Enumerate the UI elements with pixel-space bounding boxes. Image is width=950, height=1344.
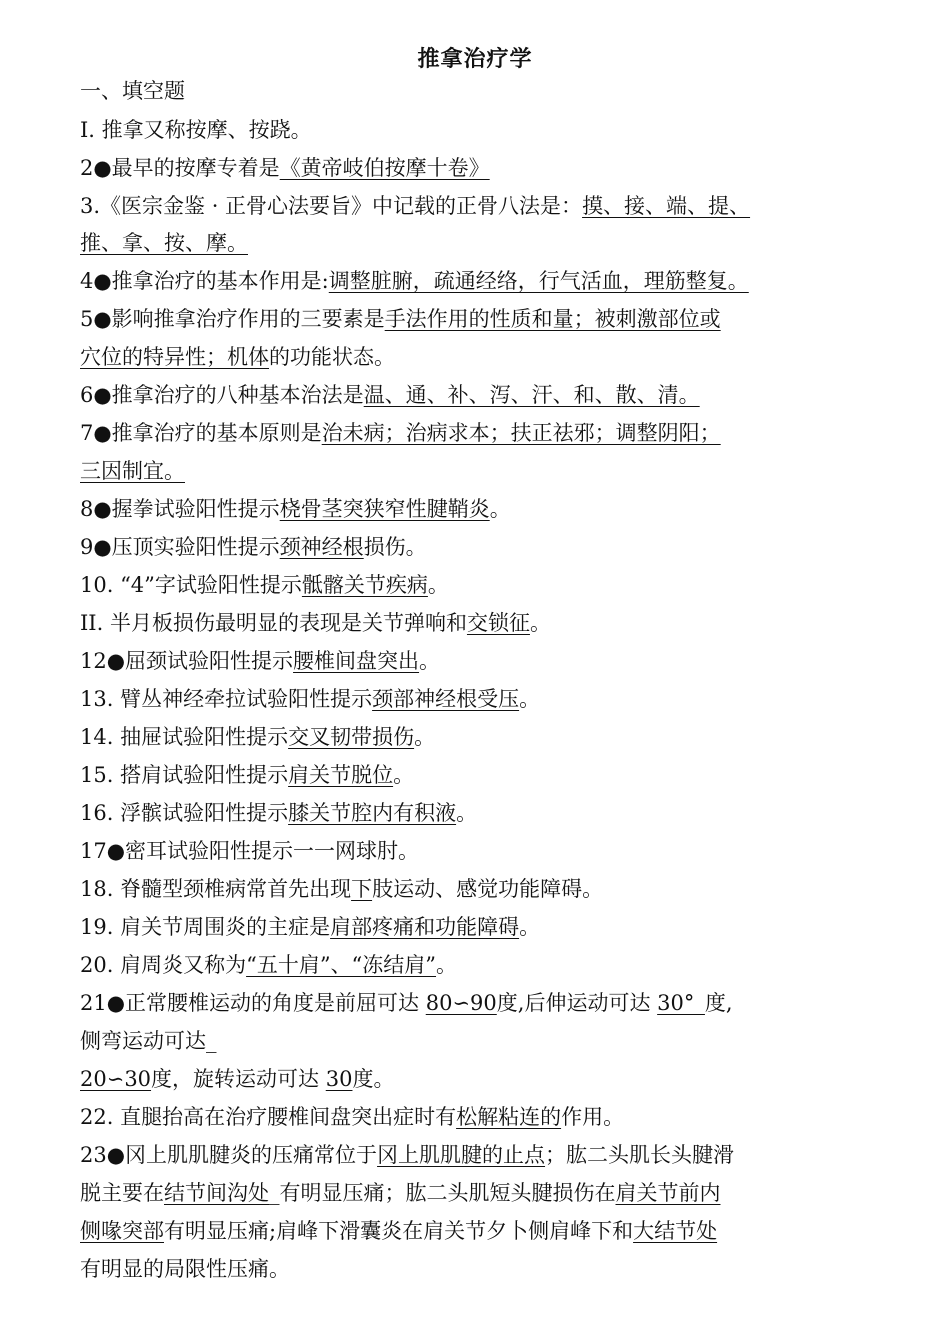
line-text: 度,后伸运动可达: [496, 991, 658, 1015]
answer-underlined: 大结节处: [633, 1219, 718, 1243]
answer-underlined: 30°_: [657, 991, 705, 1015]
line-text: 。: [519, 687, 541, 711]
answer-underlined: 30: [325, 1067, 353, 1091]
answer-underlined: 冈上肌肌腱的止点: [377, 1143, 546, 1167]
line-text: 。: [419, 649, 441, 673]
line-text: 度,: [704, 991, 733, 1015]
line-text: 17●密耳试验阳性提示一一网球肘。: [80, 839, 420, 863]
line-text: 8●握拳试验阳性提示: [80, 497, 280, 521]
answer-underlined: 桡骨茎突狭窄性腱鞘炎: [279, 497, 490, 521]
text-line: [80, 1258, 892, 1281]
page-title: 推拿治疗学: [417, 47, 533, 72]
line-text: 18. 脊髓型颈椎病常首先出现: [80, 877, 352, 901]
line-text: 有明显压痛;肩峰下滑囊炎在肩关节夕卜侧肩峰下和: [164, 1219, 634, 1243]
answer-underlined: 腰椎间盘突出: [293, 649, 420, 673]
answer-underlined: 80∽90: [425, 991, 497, 1015]
text-line: [80, 1220, 892, 1243]
line-text: 16. 浮髌试验阳性提示: [80, 801, 289, 825]
text-line: [80, 195, 892, 218]
answer-underlined: 推、拿、按、摩。: [80, 231, 248, 255]
answer-underlined: 20∽30: [80, 1067, 152, 1091]
answer-underlined: 颈神经根: [279, 535, 364, 559]
answer-underlined: 交锁征: [466, 611, 530, 635]
text-line: [80, 536, 892, 559]
line-text: 。: [427, 573, 449, 597]
line-text: 。: [436, 953, 458, 977]
line-text: 3.《医宗金鉴 · 正骨心法要旨》中记载的正骨八法是：: [80, 194, 583, 218]
answer-underlined: 膝关节腔内有积液: [288, 801, 457, 825]
line-text: 度，旋转运动可达: [151, 1067, 326, 1091]
line-text: 4●推拿治疗的基本作用是:: [80, 269, 329, 293]
line-text: 23●冈上肌肌腱炎的压痛常位于: [80, 1143, 378, 1167]
line-text: 2●最早的按摩专着是: [80, 156, 280, 180]
line-text: I. 推拿又称按摩、按跷。: [80, 118, 312, 142]
answer-underlined: 肩关节脱位: [288, 763, 394, 787]
text-line: [80, 157, 892, 180]
text-line: [80, 878, 892, 901]
line-text: 6●推拿治疗的八种基本治法是: [80, 383, 364, 407]
answer-underlined: 肩关节前内: [615, 1181, 721, 1205]
text-line: [80, 270, 892, 293]
answer-underlined: 穴位的特异性；机体: [80, 345, 269, 369]
text-line: [80, 384, 892, 407]
text-line: [80, 232, 892, 255]
line-text: 。: [414, 725, 436, 749]
text-line: [80, 346, 892, 369]
answer-underlined: 侧喙突部: [80, 1219, 164, 1243]
line-text: II. 半月板损伤最明显的表现是关节弹响和: [80, 611, 467, 635]
line-text: 损伤。: [363, 535, 427, 559]
line-text: 。: [456, 801, 478, 825]
text-line: [80, 460, 892, 483]
line-text: 10. “4”字试验阳性提示: [80, 573, 302, 597]
answer-underlined: “五十肩”、“冻结肩”: [246, 953, 437, 977]
text-line: [80, 574, 892, 597]
answer-underlined: 温、通、补、泻、汗、和、散、清。: [363, 383, 700, 407]
answer-underlined: 松解粘连的: [456, 1105, 562, 1129]
answer-underlined: 交叉韧带损伤: [288, 725, 415, 749]
answer-underlined: 《黄帝岐伯按摩十卷》: [279, 156, 490, 180]
line-text: 度。: [352, 1067, 395, 1091]
answer-underlined: 手法作用的性质和量；被刺激部位或: [384, 307, 721, 331]
line-text: 21●正常腰椎运动的角度是前屈可达: [80, 991, 426, 1015]
line-text: 5●影响推拿治疗作用的三要素是: [80, 307, 385, 331]
line-text: 。: [519, 915, 541, 939]
answer-underlined: 摸、接、端、提、: [582, 194, 751, 218]
text-line: [80, 1030, 892, 1053]
answer-underlined: 肩部疼痛和功能障碍: [330, 915, 520, 939]
line-text: 作用。: [561, 1105, 625, 1129]
line-text: 。: [393, 763, 415, 787]
text-line: [80, 308, 892, 331]
line-text: 肢运动、感觉功能障碍。: [372, 877, 604, 901]
text-line: [80, 1182, 892, 1205]
line-text: 9●压顶实验阳性提示: [80, 535, 280, 559]
text-line: [80, 688, 892, 711]
line-text: 15. 搭肩试验阳性提示: [80, 763, 289, 787]
line-text: 7●推拿治疗的基本原则是: [80, 421, 322, 445]
answer-underlined: 结节间沟处: [164, 1181, 269, 1205]
line-text: 14. 抽屉试验阳性提示: [80, 725, 289, 749]
line-text: 12●屈颈试验阳性提示: [80, 649, 294, 673]
line-text: 。: [489, 497, 511, 521]
answer-underlined: 调整脏腑，疏通经络，行气活血，理筋整复。: [328, 269, 749, 293]
text-line: [80, 764, 892, 787]
text-line: [80, 650, 892, 673]
answer-underlined: 颈部神经根受压: [372, 687, 520, 711]
line-text: 的功能状态。: [269, 345, 395, 369]
answer-underlined: 骶髂关节疾病: [301, 573, 428, 597]
line-text: ；肱二头肌长头腱滑: [545, 1143, 735, 1167]
text-line: [80, 422, 892, 445]
text-line: [80, 1106, 892, 1129]
text-line: [80, 1068, 892, 1091]
line-text: 19. 肩关节周围炎的主症是: [80, 915, 331, 939]
text-line: [80, 992, 892, 1015]
text-line: [80, 119, 892, 142]
answer-underlined: 下: [351, 877, 373, 901]
line-text: 。: [529, 611, 551, 635]
text-line: [80, 726, 892, 749]
line-text: _有明显压痛；肱二头肌短头腱损伤在: [269, 1181, 616, 1205]
answer-underlined: 治未病；治病求本；扶正祛邪；调整阴阳；: [321, 421, 721, 445]
line-text: 侧弯运动可达_: [80, 1029, 217, 1053]
line-text: 有明显的局限性压痛。: [80, 1257, 290, 1281]
text-line: [80, 612, 892, 635]
line-text: 13. 臂丛神经牵拉试验阳性提示: [80, 687, 373, 711]
line-text: 一、填空题: [80, 79, 185, 103]
text-line: [80, 916, 892, 939]
text-line: [80, 954, 892, 977]
text-line: [80, 498, 892, 521]
text-line: [80, 1144, 892, 1167]
line-text: 脱主要在: [80, 1181, 164, 1205]
line-text: 22. 直腿抬高在治疗腰椎间盘突出症时有: [80, 1105, 457, 1129]
line-text: 20. 肩周炎又称为: [80, 953, 247, 977]
answer-underlined: 三因制宜。: [80, 459, 185, 483]
text-line: [80, 802, 892, 825]
text-line: [80, 80, 892, 103]
text-line: [80, 840, 892, 863]
